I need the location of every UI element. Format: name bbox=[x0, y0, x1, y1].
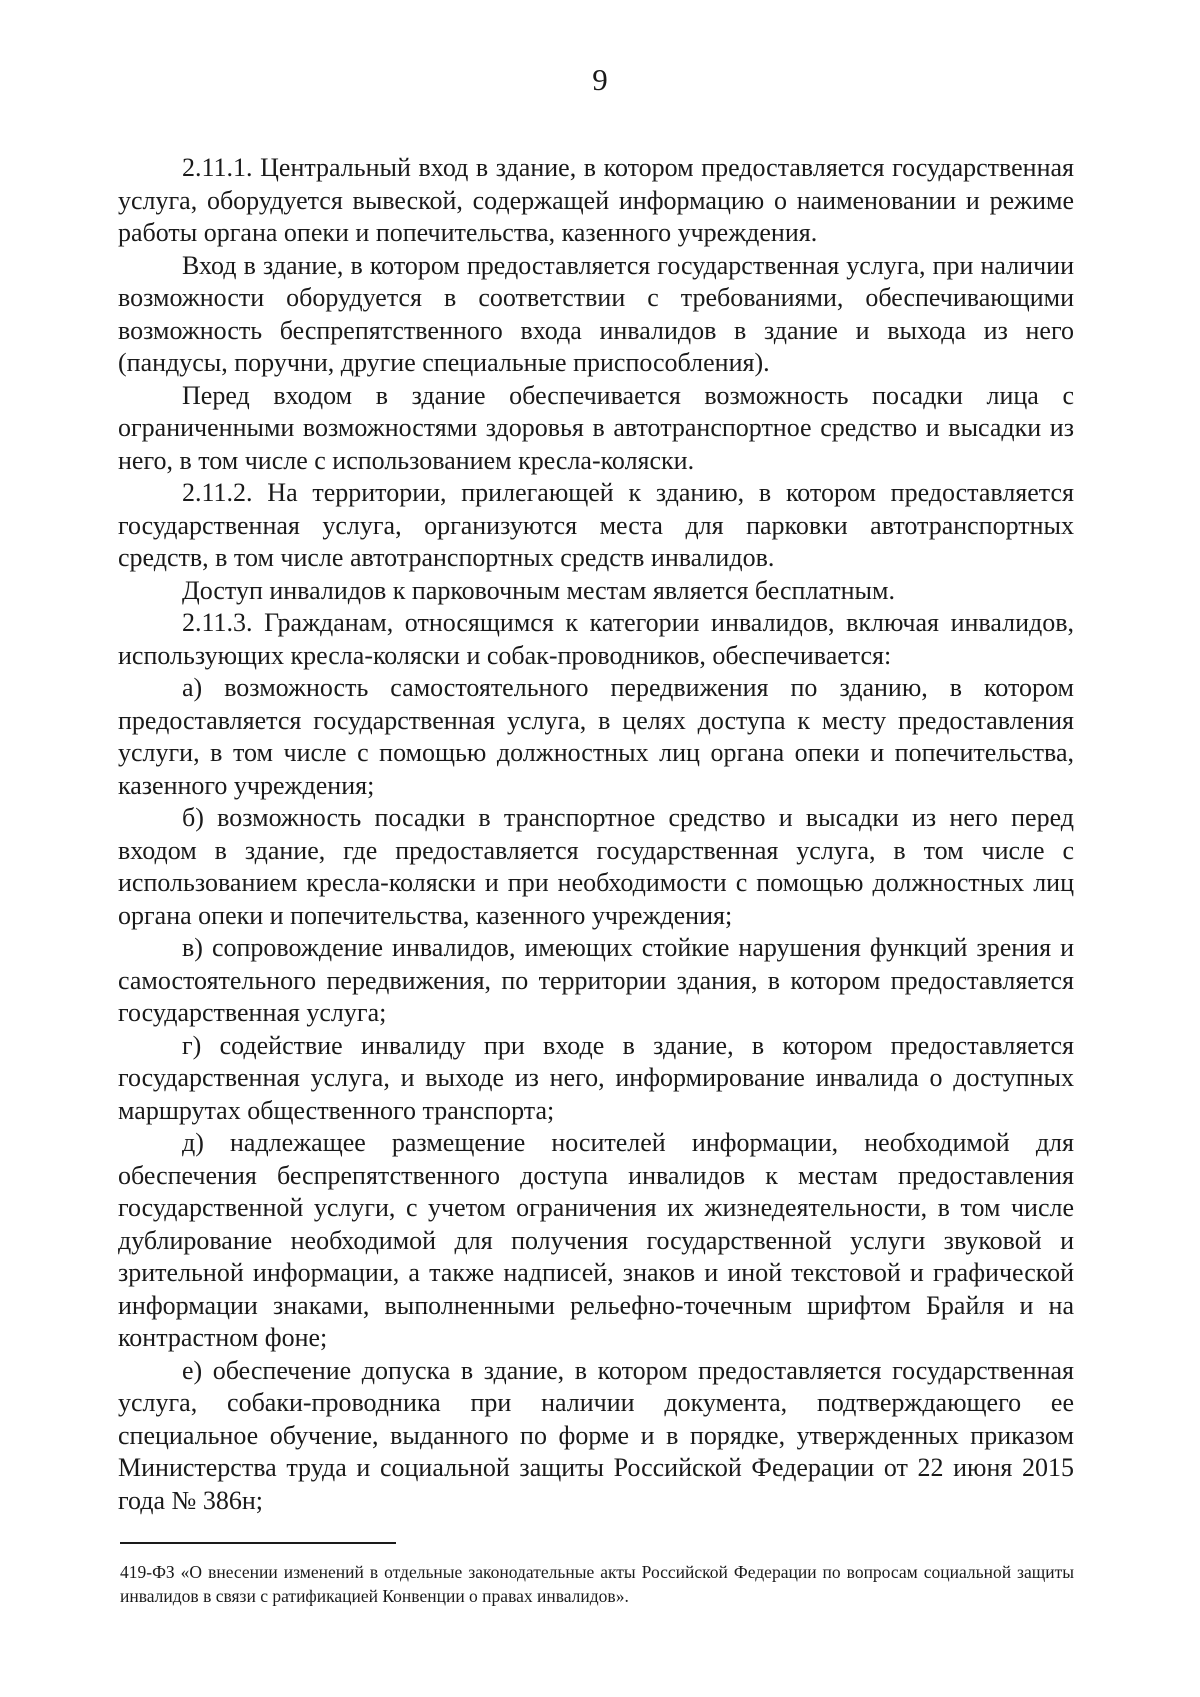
list-item-a: а) возможность самостоятельного передвижения по зданию, в котором предоставляется государственная услуга, в целях доступа к месту предоставления услуги, в том числе с помощью должностных лиц органа опеки и попечительства, казенного учреждения; bbox=[118, 673, 1074, 800]
list-item-d: д) надлежащее размещение носителей информации, необходимой для обеспечения беспрепятственного доступа инвалидов к местам предоставления государственной услуги, с учетом ограничения их жизнедеятельности, в том числе дублирование необходимой для получения государственной услуги звуковой и зрительной информации, а также надписей, знаков и иной текстовой и графической информации знаками, выполненными рельефно-точечным шрифтом Брайля и на контрастном фоне; bbox=[118, 1128, 1074, 1352]
paragraph-boarding-before-entrance: Перед входом в здание обеспечивается возможность посадки лица с ограниченными возможностями здоровья в автотранспортное средство и высадки из него, в том числе с использованием кресла-коляски. bbox=[118, 380, 1074, 475]
paragraph-2-11-2: 2.11.2. На территории, прилегающей к зданию, в котором предоставляется государственная услуга, организуются места для парковки автотранспортных средств, в том числе автотранспортных средств инвалидов. bbox=[118, 478, 1074, 572]
paragraph-entrance-equipment: Вход в здание, в котором предоставляется государственная услуга, при наличии возможности оборудуется в соответствии с требованиями, обеспечивающими возможность беспрепятственного входа инвалидов в здание и выхода из него (пандусы, поручни, другие специальные приспособления). bbox=[118, 250, 1074, 377]
document-body bbox=[118, 152, 1074, 1517]
list-item-v: в) сопровождение инвалидов, имеющих стойкие нарушения функций зрения и самостоятельного передвижения, по территории здания, в котором предоставляется государственная услуга; bbox=[118, 933, 1074, 1027]
page-number: 9 bbox=[592, 62, 608, 97]
footnote-divider bbox=[120, 1542, 396, 1544]
list-item-g: г) содействие инвалиду при входе в здание, в котором предоставляется государственная услуга, и выходе из него, информирование инвалида о доступных маршрутах общественного транспорта; bbox=[118, 1030, 1074, 1125]
footnote: 419-ФЗ «О внесении изменений в отдельные законодательные акты Российской Федерации по вопросам социальной защиты инвалидов в связи с ратификацией Конвенции о правах инвалидов». bbox=[120, 1562, 1074, 1606]
list-item-e: е) обеспечение допуска в здание, в котором предоставляется государственная услуга, собаки-проводника при наличии документа, подтверждающего ее специальное обучение, выданного по форме и в порядке, утвержденных приказом Министерства труда и социальной защиты Российской Федерации от 22 июня 2015 года № 386н; bbox=[118, 1355, 1074, 1515]
paragraph-free-parking: Доступ инвалидов к парковочным местам является бесплатным. bbox=[182, 575, 895, 605]
paragraph-2-11-3: 2.11.3. Гражданам, относящимся к категории инвалидов, включая инвалидов, использующих кресла-коляски и собак-проводников, обеспечивается: bbox=[118, 608, 1074, 670]
paragraph-2-11-1: 2.11.1. Центральный вход в здание, в котором предоставляется государственная услуга, оборудуется вывеской, содержащей информацию о наименовании и режиме работы органа опеки и попечительства, казенного учреждения. bbox=[118, 153, 1074, 247]
list-item-b: б) возможность посадки в транспортное средство и высадки из него перед входом в здание, где предоставляется государственная услуга, в том числе с использованием кресла-коляски и при необходимости с помощью должностных лиц органа опеки и попечительства, казенного учреждения; bbox=[118, 803, 1074, 930]
